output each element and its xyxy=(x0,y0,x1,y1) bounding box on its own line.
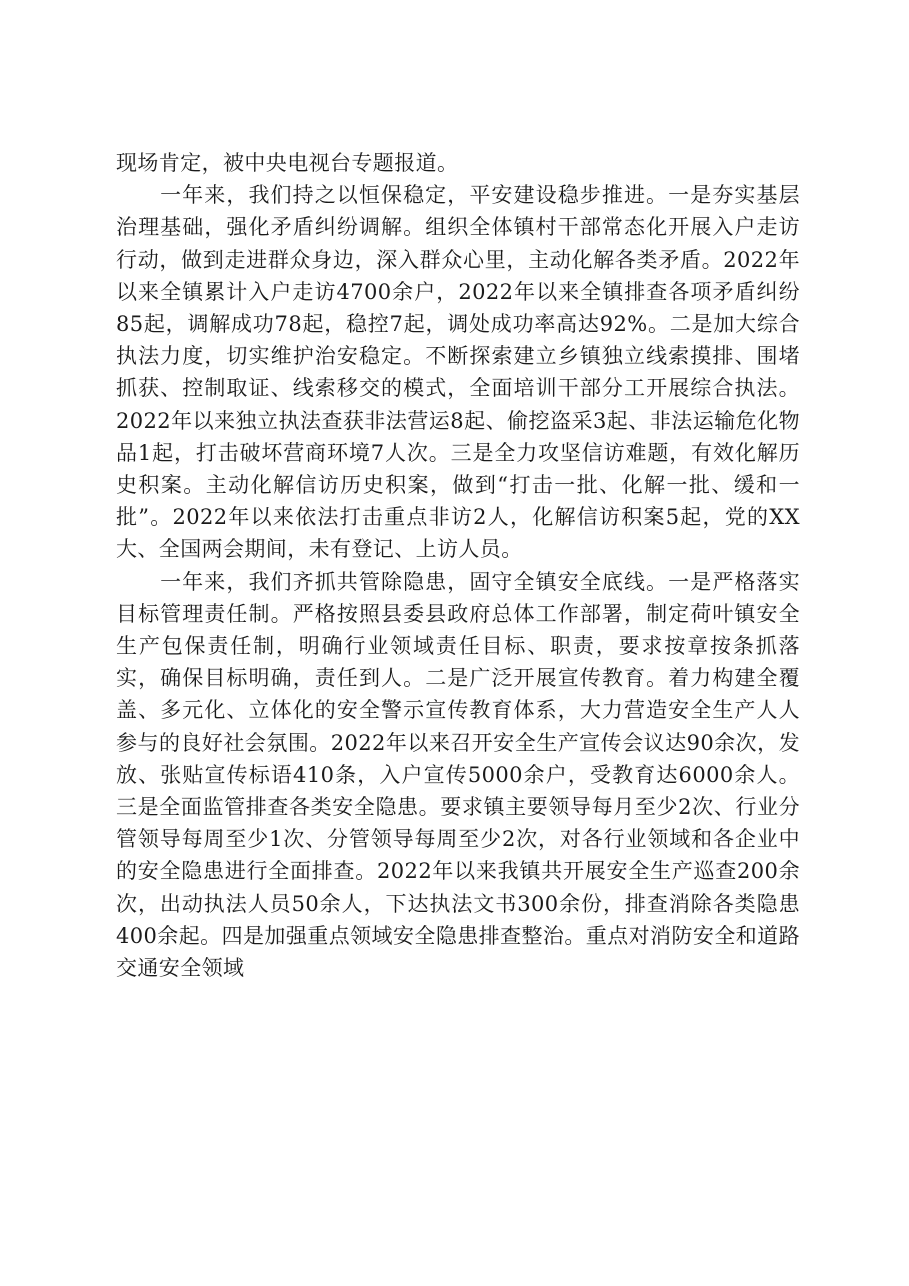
paragraph-1: 现场肯定，被中央电视台专题报道。 xyxy=(116,151,459,175)
paragraph-3: 一年来，我们齐抓共管除隐患，固守全镇安全底线。一是严格落实目标管理责任制。严格按照县委县政府总体工作部署，制定荷叶镇安全生产包保责任制，明确行业领域责任目标、职责，要求按章按条抓落实，确保目标明确，责任到人。二是广泛开展宣传教育。着力构建全覆盖、多元化、立体化的安全警示宣传教育体系，大力营造安全生产人人参与的良好社会氛围。2022年以来召开安全生产宣传会议达90余次，发放、张贴宣传标语410条，入户宣传5000余户，受教育达6000余人。三是全面监管排查各类安全隐患。要求镇主要领导每月至少2次、行业分管领导每周至少1次、分管领导每周至少2次，对各行业领域和各企业中的安全隐患进行全面排查。2022年以来我镇共开展安全生产巡查200余次，出动执法人员50余人，下达执法文书300余份，排查消除各类隐患400余起。四是加强重点领域安全隐患排查整治。重点对消防安全和道路交通安全领域 xyxy=(116,569,800,981)
paragraph-2: 一年来，我们持之以恒保稳定，平安建设稳步推进。一是夯实基层治理基础，强化矛盾纠纷调解。组织全体镇村干部常态化开展入户走访行动，做到走进群众身边，深入群众心里，主动化解各类矛盾。2022年以来全镇累计入户走访4700余户，2022年以来全镇排查各项矛盾纠纷85起，调解成功78起，稳控7起，调处成功率高达92%。二是加大综合执法力度，切实维护治安稳定。不断探索建立乡镇独立线索摸排、围堵抓获、控制取证、线索移交的模式，全面培训干部分工开展综合执法。2022年以来独立执法查获非法营运8起、偷挖盗采3起、非法运输危化物品1起，打击破坏营商环境7人次。三是全力攻坚信访难题，有效化解历史积案。主动化解信访历史积案，做到“打击一批、化解一批、缓和一批”。2022年以来依法打击重点非访2人，化解信访积案5起，党的XX大、全国两会期间，未有登记、上访人员。 xyxy=(116,183,800,562)
document-body xyxy=(116,147,800,984)
